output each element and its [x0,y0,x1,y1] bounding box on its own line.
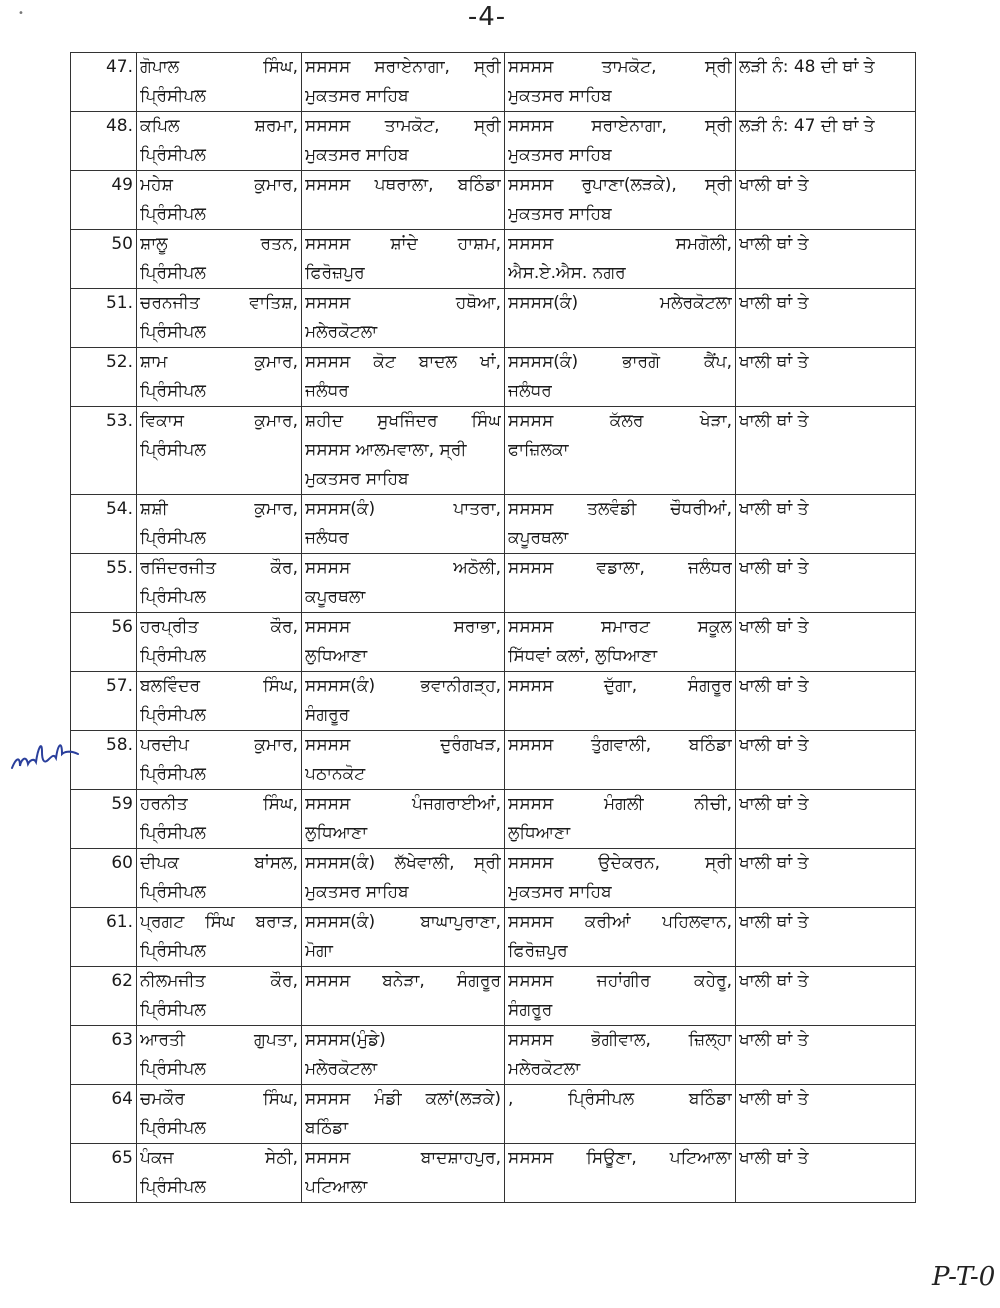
cell-line: ਪ੍ਰਿੰਸੀਪਲ [140,823,206,843]
cell-to [505,1144,736,1203]
cell-line: ਖਾਲੀ ਥਾਂ ਤੇ [739,411,809,431]
cell-num [71,967,137,1026]
cell-remark [736,230,916,289]
cell-to [505,407,736,495]
cell-line: ਸਸਸਸ ਮੰਗਲੀ ਨੀਚੀ, [508,794,732,814]
cell-remark [736,407,916,495]
cell-to [505,495,736,554]
cell-line: ਖਾਲੀ ਥਾਂ ਤੇ [739,499,809,519]
cell-remark [736,967,916,1026]
cell-from [302,407,505,495]
cell-line: ਸਸਸਸ ਸਮਾਰਟ ਸਕੂਲ [508,617,732,637]
cell-line: ਮਹੇਸ਼ ਕੁਮਾਰ, [140,175,298,195]
cell-remark [736,790,916,849]
cell-to [505,53,736,112]
cell-line: ਪਰਦੀਪ ਕੁਮਾਰ, [140,735,298,755]
cell-name [137,1144,302,1203]
cell-to [505,731,736,790]
cell-line: ਪ੍ਰਿੰਸੀਪਲ [140,941,206,961]
cell-name [137,672,302,731]
cell-line: ਖਾਲੀ ਥਾਂ ਤੇ [739,175,809,195]
cell-name [137,790,302,849]
cell-remark [736,348,916,407]
cell-num [71,348,137,407]
cell-remark [736,849,916,908]
cell-line: ਪ੍ਰਿੰਸੀਪਲ [140,1177,206,1197]
cell-line: ਸਸਸਸ ਮੰਡੀ ਕਲਾਂ(ਲੜਕੇ) [305,1089,501,1109]
cell-from [302,731,505,790]
cell-line: ਸਸਸਸ ਤਲਵੰਡੀ ਚੌਧਰੀਆਂ, [508,499,732,519]
cell-line: 63 [111,1030,133,1050]
cell-line: ਸਸਸਸ(ਕੰ) ਬਾਘਾਪੁਰਾਣਾ, [305,912,501,932]
cell-from [302,1026,505,1085]
page-turn-note: P-T-0 [932,1262,996,1292]
cell-line: ਪ੍ਰਿੰਸੀਪਲ [140,86,206,106]
cell-line: ਖਾਲੀ ਥਾਂ ਤੇ [739,234,809,254]
cell-remark [736,112,916,171]
cell-line: ਸਸਸਸ ਦੁੱਗਾ, ਸੰਗਰੂਰ [508,676,732,696]
cell-line: ਸਸਸਸ ਜਹਾਂਗੀਰ ਕਹੇਰੂ, [508,971,732,991]
cell-line: ਬਲਵਿੰਦਰ ਸਿੰਘ, [140,676,298,696]
cell-to [505,171,736,230]
cell-line: ਪ੍ਰਿੰਸੀਪਲ [140,322,206,342]
cell-from [302,53,505,112]
cell-line: ਮੁਕਤਸਰ ਸਾਹਿਬ [508,145,612,165]
cell-line: 52. [105,352,133,372]
cell-num [71,171,137,230]
table-row [71,171,916,230]
cell-to [505,1085,736,1144]
cell-line: 57. [105,676,133,696]
cell-line: ਪੰਕਜ ਸੇਠੀ, [140,1148,298,1168]
cell-to [505,790,736,849]
cell-line: ਸਸਸਸ ਤਾਮਕੋਟ, ਸ੍ਰੀ [305,116,501,136]
cell-name [137,171,302,230]
cell-remark [736,613,916,672]
cell-line: ਸਸਸਸ(ਕੰ) ਪਾਤਰਾ, [305,499,501,519]
cell-line: ਖਾਲੀ ਥਾਂ ਤੇ [739,1030,809,1050]
cell-num [71,790,137,849]
cell-line: ਪ੍ਰਿੰਸੀਪਲ [140,204,206,224]
cell-remark [736,53,916,112]
cell-line: ਮੁਕਤਸਰ ਸਾਹਿਬ [508,86,612,106]
cell-line: ਸ਼ਾਲੂ ਰਤਨ, [140,234,298,254]
scan-dot: • [18,8,24,19]
table-row [71,967,916,1026]
cell-to [505,908,736,967]
cell-to [505,289,736,348]
cell-line: ਸਸਸਸ ਅਠੋਲੀ, [305,558,501,578]
cell-line: ਲੜੀ ਨੰ: 47 ਦੀ ਥਾਂ ਤੇ [739,116,875,136]
cell-line: ਖਾਲੀ ਥਾਂ ਤੇ [739,676,809,696]
table-row [71,613,916,672]
cell-line: ਸਸਸਸ ਤਾਮਕੋਟ, ਸ੍ਰੀ [508,57,732,77]
cell-name [137,289,302,348]
cell-remark [736,495,916,554]
cell-line: 62 [111,971,133,991]
cell-line: ਹਰਨੀਤ ਸਿੰਘ, [140,794,298,814]
cell-line: ਸੰਗਰੂਰ [305,705,350,725]
cell-num [71,849,137,908]
cell-line: ਲੁਧਿਆਣਾ [305,646,368,666]
cell-from [302,613,505,672]
cell-remark [736,289,916,348]
cell-line: ਬਠਿੰਡਾ [305,1118,349,1138]
cell-line: ਸਸਸਸ ਭੋਗੀਵਾਲ, ਜ਼ਿਲ੍ਹਾ [508,1030,732,1050]
table-row [71,731,916,790]
cell-line: 60 [111,853,133,873]
cell-line: ਪ੍ਰਿੰਸੀਪਲ [140,646,206,666]
cell-from [302,790,505,849]
cell-line: ਮੁਕਤਸਰ ਸਾਹਿਬ [305,882,409,902]
cell-from [302,230,505,289]
cell-line: ਪਠਾਨਕੋਟ [305,764,366,784]
cell-from [302,348,505,407]
cell-line: ਸਸਸਸ ਕੱਲਰ ਖੇੜਾ, [508,411,732,431]
cell-line: ਫਿਰੋਜ਼ਪੁਰ [305,263,365,283]
cell-line: ਦੀਪਕ ਬਾਂਸਲ, [140,853,298,873]
cell-line: ਜਲੰਧਰ [305,528,349,548]
cell-line: 51. [105,293,133,313]
handwritten-initials [8,730,88,780]
cell-line: ਸਸਸਸ ਬਨੇੜਾ, ਸੰਗਰੂਰ [305,971,501,991]
cell-line: ਖਾਲੀ ਥਾਂ ਤੇ [739,912,809,932]
cell-line: ਸਸਸਸ ਉਦੇਕਰਨ, ਸ੍ਰੀ [508,853,732,873]
cell-name [137,112,302,171]
cell-line: ਮੁਕਤਸਰ ਸਾਹਿਬ [508,204,612,224]
cell-from [302,554,505,613]
cell-num [71,908,137,967]
cell-line: ਸ਼ਸ਼ੀ ਕੁਮਾਰ, [140,499,298,519]
cell-num [71,1026,137,1085]
cell-line: 56 [111,617,133,637]
cell-line: 59 [111,794,133,814]
cell-line: ਪ੍ਰਿੰਸੀਪਲ [140,263,206,283]
cell-line: ਗੋਪਾਲ ਸਿੰਘ, [140,57,298,77]
cell-line: ਸਸਸਸ ਕੋਟ ਬਾਦਲ ਖਾਂ, [305,352,501,372]
cell-from [302,112,505,171]
cell-line: ਸਸਸਸ ਪੰਜਗਰਾਈਆਂ, [305,794,501,814]
cell-line: ਲੁਧਿਆਣਾ [305,823,368,843]
cell-from [302,495,505,554]
cell-to [505,967,736,1026]
cell-num [71,613,137,672]
cell-from [302,849,505,908]
cell-line: ਹਰਪ੍ਰੀਤ ਕੌਰ, [140,617,298,637]
cell-to [505,112,736,171]
cell-line: ਪ੍ਰਿੰਸੀਪਲ [140,440,206,460]
table-row [71,790,916,849]
cell-line: ਸਸਸਸ ਵਡਾਲਾ, ਜਲੰਧਰ [508,558,732,578]
cell-line: 61. [105,912,133,932]
cell-line: ਸਸਸਸ ਦੁਰੰਗਖੜ, [305,735,501,755]
cell-line: 49 [111,175,133,195]
cell-line: 54. [105,499,133,519]
cell-line: 64 [111,1089,133,1109]
cell-line: , ਪ੍ਰਿੰਸੀਪਲ ਬਠਿੰਡਾ [508,1089,732,1109]
cell-line: ਲੁਧਿਆਣਾ [508,823,571,843]
cell-name [137,53,302,112]
cell-line: ਕਪਿਲ ਸ਼ਰਮਾ, [140,116,298,136]
cell-line: ਮਲੇਰਕੋਟਲਾ [508,1059,581,1079]
cell-line: ਸਸਸਸ ਸਿਊਣਾ, ਪਟਿਆਲਾ [508,1148,732,1168]
cell-to [505,348,736,407]
cell-from [302,908,505,967]
cell-line: ਪ੍ਰਿੰਸੀਪਲ [140,1000,206,1020]
cell-num [71,53,137,112]
cell-to [505,613,736,672]
table-row [71,495,916,554]
cell-from [302,289,505,348]
cell-line: ਮੁਕਤਸਰ ਸਾਹਿਬ [508,882,612,902]
cell-line: ਸਸਸਸ ਹਥੋਆ, [305,293,501,313]
cell-name [137,849,302,908]
cell-line: 50 [111,234,133,254]
cell-line: ਮੁਕਤਸਰ ਸਾਹਿਬ [305,86,409,106]
cell-line: ਸਸਸਸ ਪਥਰਾਲਾ, ਬਠਿੰਡਾ [305,175,501,195]
cell-line: ਮੋਗਾ [305,941,333,961]
cell-line: ਮਲੇਰਕੋਟਲਾ [305,1059,378,1079]
cell-remark [736,908,916,967]
cell-remark [736,731,916,790]
cell-line: ਸਸਸਸ ਸਰਾਏਨਾਗਾ, ਸ੍ਰੀ [305,57,501,77]
cell-num [71,407,137,495]
cell-to [505,1026,736,1085]
table-row [71,554,916,613]
cell-line: ਸਿੱਧਵਾਂ ਕਲਾਂ, ਲੁਧਿਆਣਾ [508,646,658,666]
cell-num [71,289,137,348]
cell-line: ਪ੍ਰਿੰਸੀਪਲ [140,764,206,784]
table-row [71,1026,916,1085]
cell-from [302,171,505,230]
cell-name [137,1026,302,1085]
cell-name [137,908,302,967]
cell-remark [736,171,916,230]
cell-line: ਰਜਿੰਦਰਜੀਤ ਕੌਰ, [140,558,298,578]
cell-name [137,731,302,790]
cell-line: ਪ੍ਰਿੰਸੀਪਲ [140,587,206,607]
cell-name [137,348,302,407]
cell-name [137,967,302,1026]
cell-line: ਸਸਸਸ(ਮੁੰਡੇ) [305,1030,386,1050]
cell-num [71,230,137,289]
cell-line: ਸਸਸਸ ਸਰਾਏਨਾਗਾ, ਸ੍ਰੀ [508,116,732,136]
cell-name [137,613,302,672]
cell-line: ਪ੍ਰਿੰਸੀਪਲ [140,145,206,165]
cell-line: ਸੰਗਰੂਰ [508,1000,553,1020]
table-row [71,407,916,495]
cell-remark [736,1144,916,1203]
cell-line: ਖਾਲੀ ਥਾਂ ਤੇ [739,352,809,372]
cell-line: ਸਸਸਸ ਸ਼ਾਂਦੇ ਹਾਸ਼ਮ, [305,234,501,254]
cell-line: ਫਾਜ਼ਿਲਕਾ [508,440,569,460]
table-row [71,672,916,731]
table-row [71,849,916,908]
cell-line: ਵਿਕਾਸ ਕੁਮਾਰ, [140,411,298,431]
cell-line: ਖਾਲੀ ਥਾਂ ਤੇ [739,853,809,873]
cell-from [302,1085,505,1144]
cell-line: ਮਲੇਰਕੋਟਲਾ [305,322,378,342]
table-row [71,908,916,967]
cell-line: ਪ੍ਰਿੰਸੀਪਲ [140,1059,206,1079]
table-row [71,289,916,348]
cell-line: ਸ਼ਹੀਦ ਸੁਖਜਿੰਦਰ ਸਿੰਘ [305,411,501,431]
cell-name [137,1085,302,1144]
cell-from [302,1144,505,1203]
cell-to [505,672,736,731]
cell-line: ਖਾਲੀ ਥਾਂ ਤੇ [739,1089,809,1109]
cell-num [71,1144,137,1203]
cell-line: 55. [105,558,133,578]
cell-line: ਖਾਲੀ ਥਾਂ ਤੇ [739,1148,809,1168]
cell-num [71,672,137,731]
cell-line: 65 [111,1148,133,1168]
cell-line: ਖਾਲੀ ਥਾਂ ਤੇ [739,617,809,637]
cell-num [71,1085,137,1144]
cell-line: ਸਸਸਸ ਤੁੰਗਵਾਲੀ, ਬਠਿੰਡਾ [508,735,732,755]
cell-line: ਸਸਸਸ(ਕੰ) ਮਲੇਰਕੋਟਲਾ [508,293,732,313]
cell-to [505,230,736,289]
cell-line: ਐਸ.ਏ.ਐਸ. ਨਗਰ [508,263,626,283]
cell-name [137,407,302,495]
cell-line: ਸਸਸਸ ਸਮਗੋਲੀ, [508,234,732,254]
cell-line: ਸ਼ਾਮ ਕੁਮਾਰ, [140,352,298,372]
table-row [71,112,916,171]
cell-remark [736,1085,916,1144]
table-row [71,53,916,112]
cell-line: ਆਰਤੀ ਗੁਪਤਾ, [140,1030,298,1050]
cell-line: ਸਸਸਸ(ਕੰ) ਲੱਖੇਵਾਲੀ, ਸ੍ਰੀ [305,853,501,873]
cell-line: ਸਸਸਸ ਸਰਾਭਾ, [305,617,501,637]
cell-line: ਸਸਸਸ(ਕੰ) ਭਾਰਗੋ ਕੈਂਪ, [508,352,732,372]
cell-line: ਪ੍ਰਿੰਸੀਪਲ [140,705,206,725]
cell-remark [736,554,916,613]
cell-line: ਜਲੰਧਰ [305,381,349,401]
cell-from [302,672,505,731]
cell-num [71,495,137,554]
cell-line: ਸਸਸਸ ਆਲਮਵਾਲਾ, ਸ੍ਰੀ [305,440,467,460]
cell-name [137,495,302,554]
table-row [71,1144,916,1203]
cell-line: ਨੀਲਮਜੀਤ ਕੌਰ, [140,971,298,991]
cell-remark [736,672,916,731]
transfer-table-body [71,53,916,1203]
cell-remark [736,1026,916,1085]
cell-line: ਪ੍ਰਗਟ ਸਿੰਘ ਬਰਾੜ, [140,912,298,932]
cell-line: ਪ੍ਰਿੰਸੀਪਲ [140,1118,206,1138]
cell-line: ਸਸਸਸ ਰੁਪਾਣਾ(ਲੜਕੇ), ਸ੍ਰੀ [508,175,732,195]
cell-line: ਖਾਲੀ ਥਾਂ ਤੇ [739,735,809,755]
cell-line: 53. [105,411,133,431]
cell-line: ਪ੍ਰਿੰਸੀਪਲ [140,882,206,902]
cell-line: ਲੜੀ ਨੰ: 48 ਦੀ ਥਾਂ ਤੇ [739,57,875,77]
cell-line: ਮੁਕਤਸਰ ਸਾਹਿਬ [305,469,409,489]
cell-line: ਚਰਨਜੀਤ ਵਾਤਿਸ਼, [140,293,298,313]
cell-line: ਖਾਲੀ ਥਾਂ ਤੇ [739,293,809,313]
cell-line: 48. [105,116,133,136]
cell-line: ਜਲੰਧਰ [508,381,552,401]
cell-line: ਖਾਲੀ ਥਾਂ ਤੇ [739,794,809,814]
cell-line: ਫਿਰੋਜ਼ਪੁਰ [508,941,568,961]
cell-line: ਪ੍ਰਿੰਸੀਪਲ [140,528,206,548]
cell-to [505,849,736,908]
cell-line: ਸਸਸਸ(ਕੰ) ਭਵਾਨੀਗੜ੍ਹ, [305,676,501,696]
cell-num [71,112,137,171]
cell-from [302,967,505,1026]
cell-line: ਸਸਸਸ ਕਰੀਆਂ ਪਹਿਲਵਾਨ, [508,912,732,932]
cell-line: ਖਾਲੀ ਥਾਂ ਤੇ [739,971,809,991]
cell-line: 47. [105,57,133,77]
cell-line: 58. [105,735,133,755]
cell-line: ਮੁਕਤਸਰ ਸਾਹਿਬ [305,145,409,165]
cell-line: ਕਪੂਰਥਲਾ [305,587,366,607]
transfer-table [70,52,916,1203]
cell-to [505,554,736,613]
cell-line: ਪਟਿਆਲਾ [305,1177,368,1197]
page-number: -4- [467,2,507,32]
table-row [71,348,916,407]
cell-line: ਚਮਕੌਰ ਸਿੰਘ, [140,1089,298,1109]
table-row [71,1085,916,1144]
table-row [71,230,916,289]
cell-num [71,554,137,613]
cell-line: ਕਪੂਰਥਲਾ [508,528,569,548]
cell-line: ਪ੍ਰਿੰਸੀਪਲ [140,381,206,401]
cell-name [137,230,302,289]
cell-line: ਖਾਲੀ ਥਾਂ ਤੇ [739,558,809,578]
cell-line: ਸਸਸਸ ਬਾਦਸ਼ਾਹਪੁਰ, [305,1148,501,1168]
cell-name [137,554,302,613]
